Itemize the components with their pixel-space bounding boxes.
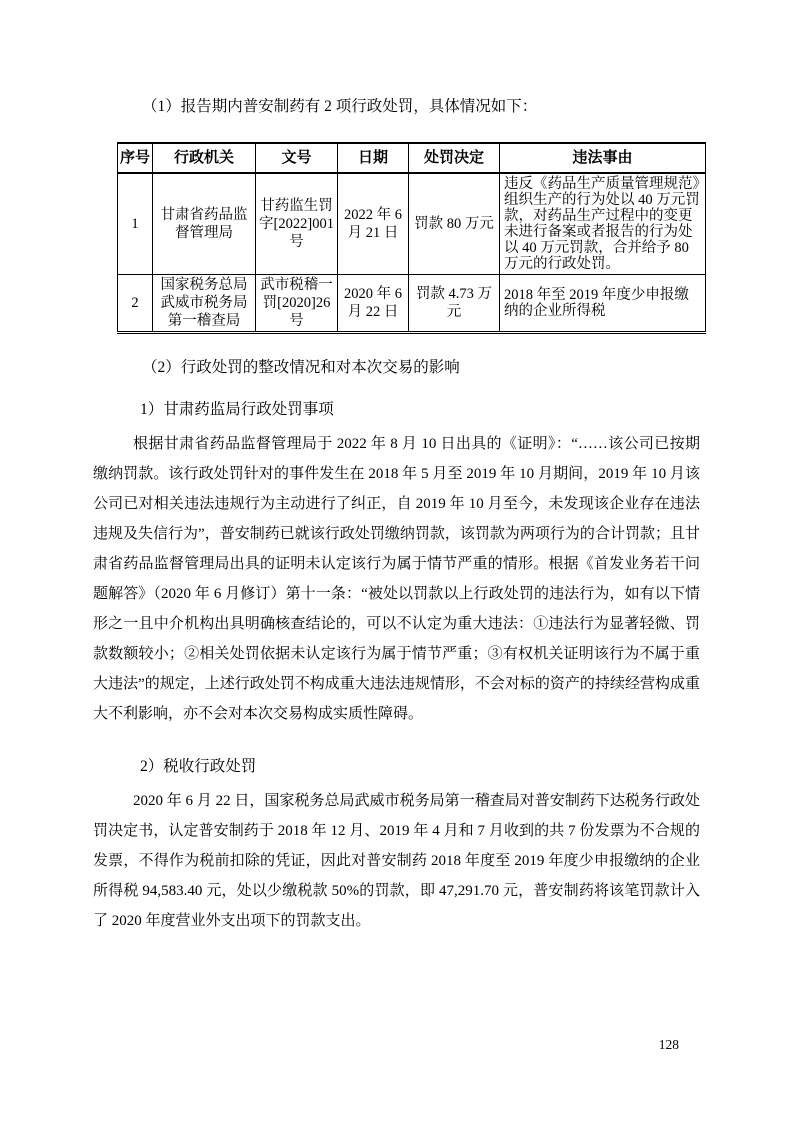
cell-doc-number: 武市税稽一罚[2020]26 号 [256,275,338,333]
cell-decision: 罚款 4.73 万元 [409,275,500,333]
header-cell-index: 序号 [118,143,153,173]
header-cell-reason: 违法事由 [500,143,706,173]
section-heading-rectification: （2）行政处罚的整改情况和对本次交易的影响 [142,359,460,376]
header-cell-decision: 处罚决定 [409,143,500,173]
cell-agency: 国家税务总局武威市税务局第一稽查局 [153,275,256,333]
section-heading-penalties: （1）报告期内普安制药有 2 项行政处罚，具体情况如下： [142,98,538,115]
header-cell-doc-number: 文号 [256,143,338,173]
subsection-heading-drug-admin: 1）甘肃药监局行政处罚事项 [140,401,334,418]
paragraph-drug-admin-penalty: 根据甘肃省药品监督管理局于 2022 年 8 月 10 日出具的《证明》：“……该公司已按期缴纳罚款。该行政处罚针对的事件发生在 2018 年 5 月至 2019 年 10 月期间，2019 年 10 月该公司已对相关违法违规行为主动进行了纠正，自 2019 年 10 月至今，未发现该企业存在违法违规及失信行为”，普安制药已就该行政处罚缴纳罚款，该罚款为两项行为的合计罚款；且甘肃省药品监督管理局出具的证明未认定该行为属于情节严重的情形。根据《首发业务若干问题解答》（2020 年 6 月修订）第十一条：“被处以罚款以上行政处罚的违法行为，如有以下情形之一且中介机构出具明确核查结论的，可以不认定为重大违法：①违法行为显著轻微、罚款数额较小；②相关处罚依据未认定该行为属于情节严重；③有权机关证明该行为不属于重大违法”的规定，上述行政处罚不构成重大违法违规情形，不会对标的资产的持续经营构成重大不利影响，亦不会对本次交易构成实质性障碍。 [93,436,700,722]
cell-date: 2020 年 6 月 22 日 [338,275,409,333]
cell-decision: 罚款 80 万元 [409,173,500,275]
cell-reason: 违反《药品生产质量管理规范》组织生产的行为处以 40 万元罚款，对药品生产过程中的变更未进行备案或者报告的行为处以 40 万元罚款，合并给予 80 万元的行政处罚。 [500,173,706,275]
page-content [93,0,700,936]
subsection-heading-tax-penalty: 2）税收行政处罚 [140,758,257,775]
cell-agency: 甘肃省药品监督管理局 [153,173,256,275]
header-cell-date: 日期 [338,143,409,173]
cell-reason: 2018 年至 2019 年度少申报缴纳的企业所得税 [504,287,689,319]
page-number: 128 [658,1037,679,1052]
penalties-table [117,142,706,334]
cell-index: 1 [118,173,153,275]
paragraph-tax-penalty: 2020 年 6 月 22 日，国家税务总局武威市税务局第一稽查局对普安制药下达税务行政处罚决定书，认定普安制药于 2018 年 12 月、2019 年 4 月和 7 月收到的共 7 份发票为不合规的发票，不得作为税前扣除的凭证，因此对普安制药 2018 年度至 2019 年度少申报缴纳的企业所得税 94,583.40 元，处以少缴税款 50%的罚款，即 47,291.70 元，普安制药将该笔罚款计入了 2020 年度营业外支出项下的罚款支出。 [93,793,700,929]
table-row [118,173,706,275]
cell-doc-number: 甘药监生罚字[2022]001 号 [256,173,338,275]
header-cell-agency: 行政机关 [153,143,256,173]
table-row [118,275,706,333]
cell-date: 2022 年 6 月 21 日 [338,173,409,275]
table-header-row [118,143,706,173]
cell-index: 2 [118,275,153,333]
